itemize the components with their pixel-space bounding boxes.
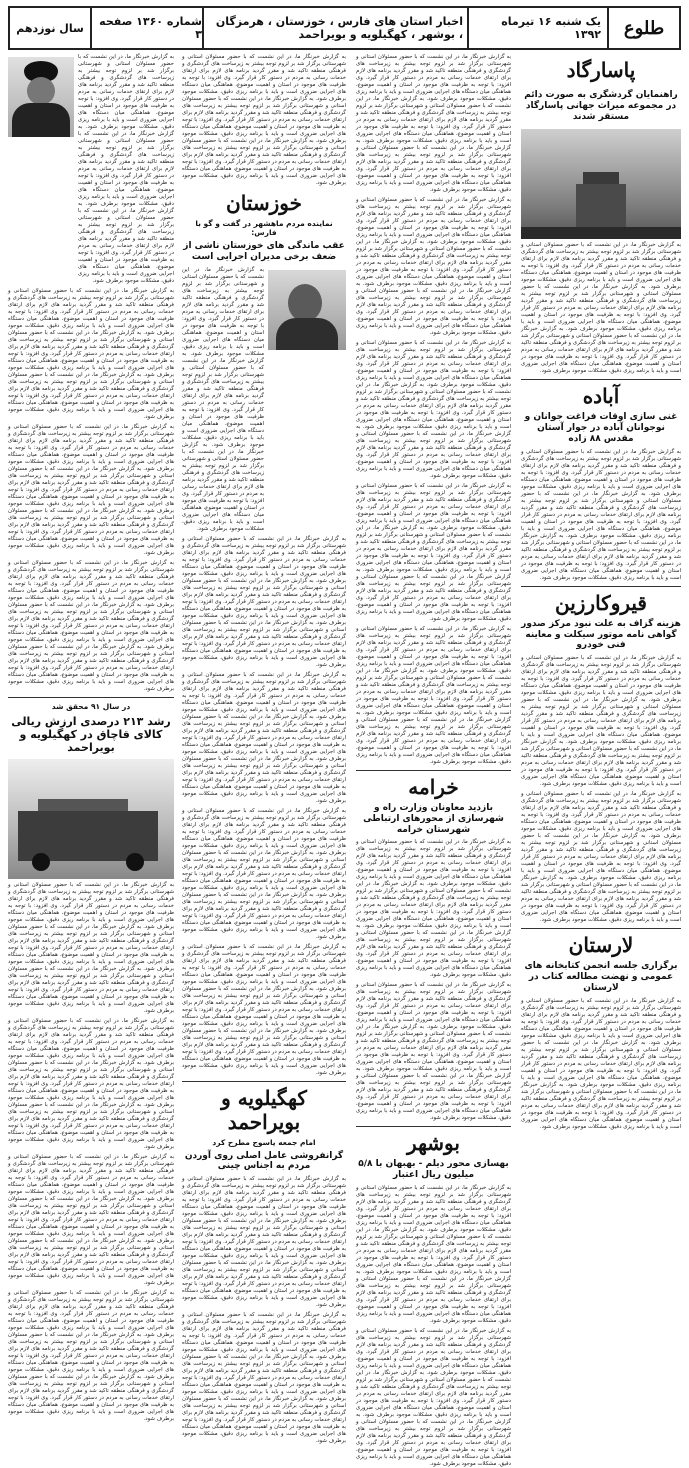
headline-kohgiluyeh: کهگیلویه و بویراحمد	[221, 1085, 307, 1134]
official-photo	[268, 270, 346, 350]
subhead-khuzestan: عقب ماندگی های خوزستان ناشی از ضعف برخی مدیران اجرایی است	[183, 241, 345, 262]
article-text: به گزارش خبرنگار ما، در این نشست که با حضور مسئولان استانی و شهرستانی برگزار شد بر لزوم توجه بیشتر به زیرساخت های گردشگری و فرهنگی منطقه تاکید شد و مقرر گردید برنامه های لازم برای ارتقای خدمات رسانی به مردم در دستور کار قرار گیرد. وی افزود: با توجه به ظرفیت های موجود در استان و اهمیت موضوع، هماهنگی میان دستگاه های اجرایی ضروری است و باید با برنامه ریزی دقیق، مشکلات موجود برطرف شود. به گزارش خبرنگار ما، در این نشست که با حضور مسئولان استانی و شهرستانی برگزار شد بر لزوم توجه بیشتر به زیرساخت های گردشگری و فرهنگی منطقه تاکید شد و مقرر گردید برنامه های لازم برای ارتقای خدمات رسانی به مردم در دستور کار قرار گیرد. وی افزود: با توجه به ظرفیت های موجود در استان و اهمیت موضوع، هماهنگی میان دستگاه های اجرایی ضروری است و باید با برنامه ریزی دقیق، مشکلات موجود برطرف شود. به گزارش خبرنگار ما، در این نشست که با حضور مسئولان استانی و شهرستانی برگزار شد بر لزوم توجه بیشتر به زیرساخت های گردشگری و فرهنگی منطقه تاکید شد و مقرر گردید برنامه های لازم برای ارتقای خدمات رسانی به مردم در دستور کار قرار گیرد. وی افزود: با توجه به ظرفیت های موجود در استان و اهمیت موضوع، هماهنگی میان دستگاه های اجرایی ضروری است و باید با برنامه ریزی دقیق، مشکلات موجود برطرف شود.	[521, 448, 681, 581]
article-text: به گزارش خبرنگار ما، در این نشست که با حضور مسئولان استانی و شهرستانی برگزار شد بر لزوم توجه بیشتر به زیرساخت های گردشگری و فرهنگی منطقه تاکید شد و مقرر گردید برنامه های لازم برای ارتقای خدمات رسانی به مردم در دستور کار قرار گیرد. وی افزود: با توجه به ظرفیت های موجود در استان و اهمیت موضوع، هماهنگی میان دستگاه های اجرایی ضروری است و باید با برنامه ریزی دقیق، مشکلات موجود برطرف شود. به گزارش خبرنگار ما، در این نشست که با حضور مسئولان استانی و شهرستانی برگزار شد بر لزوم توجه بیشتر به زیرساخت های گردشگری و فرهنگی منطقه تاکید شد و مقرر گردید برنامه های لازم برای ارتقای خدمات رسانی به مردم در دستور کار قرار گیرد. وی افزود: با توجه به ظرفیت های موجود در استان و اهمیت موضوع، هماهنگی میان دستگاه های اجرایی ضروری است و باید با برنامه ریزی دقیق، مشکلات موجود برطرف شود. به گزارش خبرنگار ما، در این نشست که با حضور مسئولان استانی و شهرستانی برگزار شد بر لزوم توجه بیشتر به زیرساخت های گردشگری و فرهنگی منطقه تاکید شد و مقرر گردید برنامه های لازم برای ارتقای خدمات رسانی به مردم در دستور کار قرار گیرد. وی افزود: با توجه به ظرفیت های موجود در استان و اهمیت موضوع، هماهنگی میان دستگاه های اجرایی ضروری است و باید با برنامه ریزی دقیق، مشکلات موجود برطرف شود.	[181, 1176, 346, 1309]
article-text: به گزارش خبرنگار ما، در این نشست که با حضور مسئولان استانی و شهرستانی برگزار شد بر لزوم توجه بیشتر به زیرساخت های گردشگری و فرهنگی منطقه تاکید شد و مقرر گردید برنامه های لازم برای ارتقای خدمات رسانی به مردم در دستور کار قرار گیرد. وی افزود: با توجه به ظرفیت های موجود در استان و اهمیت موضوع، هماهنگی میان دستگاه های اجرایی ضروری است و باید با برنامه ریزی دقیق، مشکلات موجود برطرف شود. به گزارش خبرنگار ما، در این نشست که با حضور مسئولان استانی و شهرستانی برگزار شد بر لزوم توجه بیشتر به زیرساخت های گردشگری و فرهنگی منطقه تاکید شد و مقرر گردید برنامه های لازم برای ارتقای خدمات رسانی به مردم در دستور کار قرار گیرد. وی افزود: با توجه به ظرفیت های موجود در استان و اهمیت موضوع، هماهنگی میان دستگاه های اجرایی ضروری است و باید با برنامه ریزی دقیق، مشکلات موجود برطرف شود. به گزارش خبرنگار ما، در این نشست که با حضور مسئولان استانی و شهرستانی برگزار شد بر لزوم توجه بیشتر به زیرساخت های گردشگری و فرهنگی منطقه تاکید شد و مقرر گردید برنامه های لازم برای ارتقای خدمات رسانی به مردم در دستور کار قرار گیرد. وی افزود: با توجه به ظرفیت های موجود در استان و اهمیت موضوع، هماهنگی میان دستگاه های اجرایی ضروری است و باید با برنامه ریزی دقیق، مشکلات موجود برطرف شود.	[8, 1153, 174, 1286]
column-4	[8, 54, 174, 1422]
article-text: به گزارش خبرنگار ما، در این نشست که با حضور مسئولان استانی و شهرستانی برگزار شد بر لزوم توجه بیشتر به زیرساخت های گردشگری و فرهنگی منطقه تاکید شد و مقرر گردید برنامه های لازم برای ارتقای خدمات رسانی به مردم در دستور کار قرار گیرد. وی افزود: با توجه به ظرفیت های موجود در استان و اهمیت موضوع، هماهنگی میان دستگاه های اجرایی ضروری است و باید با برنامه ریزی دقیق، مشکلات موجود برطرف شود. به گزارش خبرنگار ما، در این نشست که با حضور مسئولان استانی و شهرستانی برگزار شد بر لزوم توجه بیشتر به زیرساخت های گردشگری و فرهنگی منطقه تاکید شد و مقرر گردید برنامه های لازم برای ارتقای خدمات رسانی به مردم در دستور کار قرار گیرد. وی افزود: با توجه به ظرفیت های موجود در استان و اهمیت موضوع، هماهنگی میان دستگاه های اجرایی ضروری است و باید با برنامه ریزی دقیق، مشکلات موجود برطرف شود. به گزارش خبرنگار ما، در این نشست که با حضور مسئولان استانی و شهرستانی برگزار شد بر لزوم توجه بیشتر به زیرساخت های گردشگری و فرهنگی منطقه تاکید شد و مقرر گردید برنامه های لازم برای ارتقای خدمات رسانی به مردم در دستور کار قرار گیرد. وی افزود: با توجه به ظرفیت های موجود در استان و اهمیت موضوع، هماهنگی میان دستگاه های اجرایی ضروری است و باید با برنامه ریزی دقیق، مشکلات موجود برطرف شود.	[356, 982, 511, 1122]
article-text: به گزارش خبرنگار ما، در این نشست که با حضور مسئولان استانی و شهرستانی برگزار شد بر لزوم توجه بیشتر به زیرساخت های گردشگری و فرهنگی منطقه تاکید شد و مقرر گردید برنامه های لازم برای ارتقای خدمات رسانی به مردم در دستور کار قرار گیرد. وی افزود: با توجه به ظرفیت های موجود در استان و اهمیت موضوع، هماهنگی میان دستگاه های اجرایی ضروری است و باید با برنامه ریزی دقیق، مشکلات موجود برطرف شود. به گزارش خبرنگار ما، در این نشست که با حضور مسئولان استانی و شهرستانی برگزار شد بر لزوم توجه بیشتر به زیرساخت های گردشگری و فرهنگی منطقه تاکید شد و مقرر گردید برنامه های لازم برای ارتقای خدمات رسانی به مردم در دستور کار قرار گیرد. وی افزود: با توجه به ظرفیت های موجود در استان و اهمیت موضوع، هماهنگی میان دستگاه های اجرایی ضروری است و باید با برنامه ریزی دقیق، مشکلات موجود برطرف شود. به گزارش خبرنگار ما، در این نشست که با حضور مسئولان استانی و شهرستانی برگزار شد بر لزوم توجه بیشتر به زیرساخت های گردشگری و فرهنگی منطقه تاکید شد و مقرر گردید برنامه های لازم برای ارتقای خدمات رسانی به مردم در دستور کار قرار گیرد. وی افزود: با توجه به ظرفیت های موجود در استان و اهمیت موضوع، هماهنگی میان دستگاه های اجرایی ضروری است و باید با برنامه ریزی دقیق، مشکلات موجود برطرف شود.	[8, 424, 174, 556]
headline-bushehr: بوشهر	[407, 1131, 460, 1156]
subhead-kharameh: بازدید معاونان وزارت راه و شهرسازی از محورهای ارتباطی شهرستان خرامه	[363, 803, 504, 835]
article-text: به گزارش خبرنگار ما، در این نشست که با حضور مسئولان استانی و شهرستانی برگزار شد بر لزوم توجه بیشتر به زیرساخت های گردشگری و فرهنگی منطقه تاکید شد و مقرر گردید برنامه های لازم برای ارتقای خدمات رسانی به مردم در دستور کار قرار گیرد. وی افزود: با توجه به ظرفیت های موجود در استان و اهمیت موضوع، هماهنگی میان دستگاه های اجرایی ضروری است و باید با برنامه ریزی دقیق، مشکلات موجود برطرف شود. به گزارش خبرنگار ما، در این نشست که با حضور مسئولان استانی و شهرستانی برگزار شد بر لزوم توجه بیشتر به زیرساخت های گردشگری و فرهنگی منطقه تاکید شد و مقرر گردید برنامه های لازم برای ارتقای خدمات رسانی به مردم در دستور کار قرار گیرد. وی افزود: با توجه به ظرفیت های موجود در استان و اهمیت موضوع، هماهنگی میان دستگاه های اجرایی ضروری است و باید با برنامه ریزی دقیق، مشکلات موجود برطرف شود. به گزارش خبرنگار ما، در این نشست که با حضور مسئولان استانی و شهرستانی برگزار شد بر لزوم توجه بیشتر به زیرساخت های گردشگری و فرهنگی منطقه تاکید شد و مقرر گردید برنامه های لازم برای ارتقای خدمات رسانی به مردم در دستور کار قرار گیرد. وی افزود: با توجه به ظرفیت های موجود در استان و اهمیت موضوع، هماهنگی میان دستگاه های اجرایی ضروری است و باید با برنامه ریزی دقیق، مشکلات موجود برطرف شود.	[8, 1017, 174, 1150]
subhead-bushehr: بهسازی محور دیلم - بهبهان با ۵/۸ میلیون ریال اعتبار	[358, 1159, 509, 1181]
subhead-larestan: برگزاری جلسه انجمن کتابخانه های عمومی و نهضت مطالعه کتاب در لارستان	[524, 961, 678, 993]
article-text: به گزارش خبرنگار ما، در این نشست که با حضور مسئولان استانی و شهرستانی برگزار شد بر لزوم توجه بیشتر به زیرساخت های گردشگری و فرهنگی منطقه تاکید شد و مقرر گردید برنامه های لازم برای ارتقای خدمات رسانی به مردم در دستور کار قرار گیرد. وی افزود: با توجه به ظرفیت های موجود در استان و اهمیت موضوع، هماهنگی میان دستگاه های اجرایی ضروری است و باید با برنامه ریزی دقیق، مشکلات موجود برطرف شود. به گزارش خبرنگار ما، در این نشست که با حضور مسئولان استانی و شهرستانی برگزار شد بر لزوم توجه بیشتر به زیرساخت های گردشگری و فرهنگی منطقه تاکید شد و مقرر گردید برنامه های لازم برای ارتقای خدمات رسانی به مردم در دستور کار قرار گیرد. وی افزود: با توجه به ظرفیت های موجود در استان و اهمیت موضوع، هماهنگی میان دستگاه های اجرایی ضروری است و باید با برنامه ریزی دقیق، مشکلات موجود برطرف شود. به گزارش خبرنگار ما، در این نشست که با حضور مسئولان استانی و شهرستانی برگزار شد بر لزوم توجه بیشتر به زیرساخت های گردشگری و فرهنگی منطقه تاکید شد و مقرر گردید برنامه های لازم برای ارتقای خدمات رسانی به مردم در دستور کار قرار گیرد. وی افزود: با توجه به ظرفیت های موجود در استان و اهمیت موضوع، هماهنگی میان دستگاه های اجرایی ضروری است و باید با برنامه ریزی دقیق، مشکلات موجود برطرف شود.	[181, 54, 346, 186]
article-text: به گزارش خبرنگار ما، در این نشست که با حضور مسئولان استانی و شهرستانی برگزار شد بر لزوم توجه بیشتر به زیرساخت های گردشگری و فرهنگی منطقه تاکید شد و مقرر گردید برنامه های لازم برای ارتقای خدمات رسانی به مردم در دستور کار قرار گیرد. وی افزود: با توجه به ظرفیت های موجود در استان و اهمیت موضوع، هماهنگی میان دستگاه های اجرایی ضروری است و باید با برنامه ریزی دقیق، مشکلات موجود برطرف شود. به گزارش خبرنگار ما، در این نشست که با حضور مسئولان استانی و شهرستانی برگزار شد بر لزوم توجه بیشتر به زیرساخت های گردشگری و فرهنگی منطقه تاکید شد و مقرر گردید برنامه های لازم برای ارتقای خدمات رسانی به مردم در دستور کار قرار گیرد. وی افزود: با توجه به ظرفیت های موجود در استان و اهمیت موضوع، هماهنگی میان دستگاه های اجرایی ضروری است و باید با برنامه ریزی دقیق، مشکلات موجود برطرف شود. به گزارش خبرنگار ما، در این نشست که با حضور مسئولان استانی و شهرستانی برگزار شد بر لزوم توجه بیشتر به زیرساخت های گردشگری و فرهنگی منطقه تاکید شد و مقرر گردید برنامه های لازم برای ارتقای خدمات رسانی به مردم در دستور کار قرار گیرد. وی افزود: با توجه به ظرفیت های موجود در استان و اهمیت موضوع، هماهنگی میان دستگاه های اجرایی ضروری است و باید با برنامه ریزی دقیق، مشکلات موجود برطرف شود.	[8, 288, 174, 420]
subhead-kohgiluyeh: گرانفروشی عامل اصلی روی آوردن مردم به اجناس چینی	[184, 1150, 344, 1172]
headline-khuzestan: خوزستان	[226, 191, 302, 215]
article-text: به گزارش خبرنگار ما، در این نشست که با حضور مسئولان استانی و شهرستانی برگزار شد بر لزوم توجه بیشتر به زیرساخت های گردشگری و فرهنگی منطقه تاکید شد و مقرر گردید برنامه های لازم برای ارتقای خدمات رسانی به مردم در دستور کار قرار گیرد. وی افزود: با توجه به ظرفیت های موجود در استان و اهمیت موضوع، هماهنگی میان دستگاه های اجرایی ضروری است و باید با برنامه ریزی دقیق، مشکلات موجود برطرف شود. به گزارش خبرنگار ما، در این نشست که با حضور مسئولان استانی و شهرستانی برگزار شد بر لزوم توجه بیشتر به زیرساخت های گردشگری و فرهنگی منطقه تاکید شد و مقرر گردید برنامه های لازم برای ارتقای خدمات رسانی به مردم در دستور کار قرار گیرد. وی افزود: با توجه به ظرفیت های موجود در استان و اهمیت موضوع، هماهنگی میان دستگاه های اجرایی ضروری است و باید با برنامه ریزی دقیق، مشکلات موجود برطرف شود. به گزارش خبرنگار ما، در این نشست که با حضور مسئولان استانی و شهرستانی برگزار شد بر لزوم توجه بیشتر به زیرساخت های گردشگری و فرهنگی منطقه تاکید شد و مقرر گردید برنامه های لازم برای ارتقای خدمات رسانی به مردم در دستور کار قرار گیرد. وی افزود: با توجه به ظرفیت های موجود در استان و اهمیت موضوع، هماهنگی میان دستگاه های اجرایی ضروری است و باید با برنامه ریزی دقیق، مشکلات موجود برطرف شود.	[356, 483, 511, 622]
article-text: به گزارش خبرنگار ما، در این نشست که با حضور مسئولان استانی و شهرستانی برگزار شد بر لزوم توجه بیشتر به زیرساخت های گردشگری و فرهنگی منطقه تاکید شد و مقرر گردید برنامه های لازم برای ارتقای خدمات رسانی به مردم در دستور کار قرار گیرد. وی افزود: با توجه به ظرفیت های موجود در استان و اهمیت موضوع، هماهنگی میان دستگاه های اجرایی ضروری است و باید با برنامه ریزی دقیق، مشکلات موجود برطرف شود. به گزارش خبرنگار ما، در این نشست که با حضور مسئولان استانی و شهرستانی برگزار شد بر لزوم توجه بیشتر به زیرساخت های گردشگری و فرهنگی منطقه تاکید شد و مقرر گردید برنامه های لازم برای ارتقای خدمات رسانی به مردم در دستور کار قرار گیرد. وی افزود: با توجه به ظرفیت های موجود در استان و اهمیت موضوع، هماهنگی میان دستگاه های اجرایی ضروری است و باید با برنامه ریزی دقیق، مشکلات موجود برطرف شود. به گزارش خبرنگار ما، در این نشست که با حضور مسئولان استانی و شهرستانی برگزار شد بر لزوم توجه بیشتر به زیرساخت های گردشگری و فرهنگی منطقه تاکید شد و مقرر گردید برنامه های لازم برای ارتقای خدمات رسانی به مردم در دستور کار قرار گیرد. وی افزود: با توجه به ظرفیت های موجود در استان و اهمیت موضوع، هماهنگی میان دستگاه های اجرایی ضروری است و باید با برنامه ریزی دقیق، مشکلات موجود برطرف شود.	[8, 1289, 174, 1422]
article-text: به گزارش خبرنگار ما، در این نشست که با حضور مسئولان استانی و شهرستانی برگزار شد بر لزوم توجه بیشتر به زیرساخت های گردشگری و فرهنگی منطقه تاکید شد و مقرر گردید برنامه های لازم برای ارتقای خدمات رسانی به مردم در دستور کار قرار گیرد. وی افزود: با توجه به ظرفیت های موجود در استان و اهمیت موضوع، هماهنگی میان دستگاه های اجرایی ضروری است و باید با برنامه ریزی دقیق، مشکلات موجود برطرف شود. به گزارش خبرنگار ما، در این نشست که با حضور مسئولان استانی و شهرستانی برگزار شد بر لزوم توجه بیشتر به زیرساخت های گردشگری و فرهنگی منطقه تاکید شد و مقرر گردید برنامه های لازم برای ارتقای خدمات رسانی به مردم در دستور کار قرار گیرد. وی افزود: با توجه به ظرفیت های موجود در استان و اهمیت موضوع، هماهنگی میان دستگاه های اجرایی ضروری است و باید با برنامه ریزی دقیق، مشکلات موجود برطرف شود. به گزارش خبرنگار ما، در این نشست که با حضور مسئولان استانی و شهرستانی برگزار شد بر لزوم توجه بیشتر به زیرساخت های گردشگری و فرهنگی منطقه تاکید شد و مقرر گردید برنامه های لازم برای ارتقای خدمات رسانی به مردم در دستور کار قرار گیرد. وی افزود: با توجه به ظرفیت های موجود در استان و اهمیت موضوع، هماهنگی میان دستگاه های اجرایی ضروری است و باید با برنامه ریزی دقیق، مشکلات موجود برطرف شود.	[78, 54, 174, 284]
article-text: به گزارش خبرنگار ما، در این نشست که با حضور مسئولان استانی و شهرستانی برگزار شد بر لزوم توجه بیشتر به زیرساخت های گردشگری و فرهنگی منطقه تاکید شد و مقرر گردید برنامه های لازم برای ارتقای خدمات رسانی به مردم در دستور کار قرار گیرد. وی افزود: با توجه به ظرفیت های موجود در استان و اهمیت موضوع، هماهنگی میان دستگاه های اجرایی ضروری است و باید با برنامه ریزی دقیق، مشکلات موجود برطرف شود. به گزارش خبرنگار ما، در این نشست که با حضور مسئولان استانی و شهرستانی برگزار شد بر لزوم توجه بیشتر به زیرساخت های گردشگری و فرهنگی منطقه تاکید شد و مقرر گردید برنامه های لازم برای ارتقای خدمات رسانی به مردم در دستور کار قرار گیرد. وی افزود: با توجه به ظرفیت های موجود در استان و اهمیت موضوع، هماهنگی میان دستگاه های اجرایی ضروری است و باید با برنامه ریزی دقیق، مشکلات موجود برطرف شود. به گزارش خبرنگار ما، در این نشست که با حضور مسئولان استانی و شهرستانی برگزار شد بر لزوم توجه بیشتر به زیرساخت های گردشگری و فرهنگی منطقه تاکید شد و مقرر گردید برنامه های لازم برای ارتقای خدمات رسانی به مردم در دستور کار قرار گیرد. وی افزود: با توجه به ظرفیت های موجود در استان و اهمیت موضوع، هماهنگی میان دستگاه های اجرایی ضروری است و باید با برنامه ریزی دقیق، مشکلات موجود برطرف شود.	[356, 1327, 511, 1467]
article-text: به گزارش خبرنگار ما، در این نشست که با حضور مسئولان استانی و شهرستانی برگزار شد بر لزوم توجه بیشتر به زیرساخت های گردشگری و فرهنگی منطقه تاکید شد و مقرر گردید برنامه های لازم برای ارتقای خدمات رسانی به مردم در دستور کار قرار گیرد. وی افزود: با توجه به ظرفیت های موجود در استان و اهمیت موضوع، هماهنگی میان دستگاه های اجرایی ضروری است و باید با برنامه ریزی دقیق، مشکلات موجود برطرف شود. به گزارش خبرنگار ما، در این نشست که با حضور مسئولان استانی و شهرستانی برگزار شد بر لزوم توجه بیشتر به زیرساخت های گردشگری و فرهنگی منطقه تاکید شد و مقرر گردید برنامه های لازم برای ارتقای خدمات رسانی به مردم در دستور کار قرار گیرد. وی افزود: با توجه به ظرفیت های موجود در استان و اهمیت موضوع، هماهنگی میان دستگاه های اجرایی ضروری است و باید با برنامه ریزی دقیق، مشکلات موجود برطرف شود. به گزارش خبرنگار ما، در این نشست که با حضور مسئولان استانی و شهرستانی برگزار شد بر لزوم توجه بیشتر به زیرساخت های گردشگری و فرهنگی منطقه تاکید شد و مقرر گردید برنامه های لازم برای ارتقای خدمات رسانی به مردم در دستور کار قرار گیرد. وی افزود: با توجه به ظرفیت های موجود در استان و اهمیت موضوع، هماهنگی میان دستگاه های اجرایی ضروری است و باید با برنامه ریزی دقیق، مشکلات موجود برطرف شود.	[181, 535, 346, 668]
headline-larestan: لارستان	[568, 933, 634, 958]
column-2	[356, 54, 511, 1467]
article-text: به گزارش خبرنگار ما، در این نشست که با حضور مسئولان استانی و شهرستانی برگزار شد بر لزوم توجه بیشتر به زیرساخت های گردشگری و فرهنگی منطقه تاکید شد و مقرر گردید برنامه های لازم برای ارتقای خدمات رسانی به مردم در دستور کار قرار گیرد. وی افزود: با توجه به ظرفیت های موجود در استان و اهمیت موضوع، هماهنگی میان دستگاه های اجرایی ضروری است و باید با برنامه ریزی دقیق، مشکلات موجود برطرف شود. به گزارش خبرنگار ما، در این نشست که با حضور مسئولان استانی و شهرستانی برگزار شد بر لزوم توجه بیشتر به زیرساخت های گردشگری و فرهنگی منطقه تاکید شد و مقرر گردید برنامه های لازم برای ارتقای خدمات رسانی به مردم در دستور کار قرار گیرد. وی افزود: با توجه به ظرفیت های موجود در استان و اهمیت موضوع، هماهنگی میان دستگاه های اجرایی ضروری است و باید با برنامه ریزی دقیق، مشکلات موجود برطرف شود. به گزارش خبرنگار ما، در این نشست که با حضور مسئولان استانی و شهرستانی برگزار شد بر لزوم توجه بیشتر به زیرساخت های گردشگری و فرهنگی منطقه تاکید شد و مقرر گردید برنامه های لازم برای ارتقای خدمات رسانی به مردم در دستور کار قرار گیرد. وی افزود: با توجه به ظرفیت های موجود در استان و اهمیت موضوع، هماهنگی میان دستگاه های اجرایی ضروری است و باید با برنامه ریزی دقیق، مشکلات موجود برطرف شود.	[521, 655, 681, 788]
article-text: به گزارش خبرنگار ما، در این نشست که با حضور مسئولان استانی و شهرستانی برگزار شد بر لزوم توجه بیشتر به زیرساخت های گردشگری و فرهنگی منطقه تاکید شد و مقرر گردید برنامه های لازم برای ارتقای خدمات رسانی به مردم در دستور کار قرار گیرد. وی افزود: با توجه به ظرفیت های موجود در استان و اهمیت موضوع، هماهنگی میان دستگاه های اجرایی ضروری است و باید با برنامه ریزی دقیق، مشکلات موجود برطرف شود. به گزارش خبرنگار ما، در این نشست که با حضور مسئولان استانی و شهرستانی برگزار شد بر لزوم توجه بیشتر به زیرساخت های گردشگری و فرهنگی منطقه تاکید شد و مقرر گردید برنامه های لازم برای ارتقای خدمات رسانی به مردم در دستور کار قرار گیرد. وی افزود: با توجه به ظرفیت های موجود در استان و اهمیت موضوع، هماهنگی میان دستگاه های اجرایی ضروری است و باید با برنامه ریزی دقیق، مشکلات موجود برطرف شود. به گزارش خبرنگار ما، در این نشست که با حضور مسئولان استانی و شهرستانی برگزار شد بر لزوم توجه بیشتر به زیرساخت های گردشگری و فرهنگی منطقه تاکید شد و مقرر گردید برنامه های لازم برای ارتقای خدمات رسانی به مردم در دستور کار قرار گیرد. وی افزود: با توجه به ظرفیت های موجود در استان و اهمیت موضوع، هماهنگی میان دستگاه های اجرایی ضروری است و باید با برنامه ریزی دقیق، مشکلات موجود برطرف شود.	[356, 54, 511, 193]
headline-pasargad: پاسارگاد	[566, 58, 636, 82]
newspaper-logo: طلوع	[607, 8, 679, 48]
subhead-qirokarzin: هزینه گزاف به علت نبود مرکز صدور گواهی نامه موتور سیکلت و معاینه فنی خودرو	[521, 618, 681, 651]
issue-date: یک شنبه ۱۶ تیرماه ۱۳۹۲	[467, 8, 607, 48]
article-text: به گزارش خبرنگار ما، در این نشست که با حضور مسئولان استانی و شهرستانی برگزار شد بر لزوم توجه بیشتر به زیرساخت های گردشگری و فرهنگی منطقه تاکید شد و مقرر گردید برنامه های لازم برای ارتقای خدمات رسانی به مردم در دستور کار قرار گیرد. وی افزود: با توجه به ظرفیت های موجود در استان و اهمیت موضوع، هماهنگی میان دستگاه های اجرایی ضروری است و باید با برنامه ریزی دقیق، مشکلات موجود برطرف شود. به گزارش خبرنگار ما، در این نشست که با حضور مسئولان استانی و شهرستانی برگزار شد بر لزوم توجه بیشتر به زیرساخت های گردشگری و فرهنگی منطقه تاکید شد و مقرر گردید برنامه های لازم برای ارتقای خدمات رسانی به مردم در دستور کار قرار گیرد. وی افزود: با توجه به ظرفیت های موجود در استان و اهمیت موضوع، هماهنگی میان دستگاه های اجرایی ضروری است و باید با برنامه ریزی دقیق، مشکلات موجود برطرف شود. به گزارش خبرنگار ما، در این نشست که با حضور مسئولان استانی و شهرستانی برگزار شد بر لزوم توجه بیشتر به زیرساخت های گردشگری و فرهنگی منطقه تاکید شد و مقرر گردید برنامه های لازم برای ارتقای خدمات رسانی به مردم در دستور کار قرار گیرد. وی افزود: با توجه به ظرفیت های موجود در استان و اهمیت موضوع، هماهنگی میان دستگاه های اجرایی ضروری است و باید با برنامه ریزی دقیق، مشکلات موجود برطرف شود.	[356, 626, 511, 765]
pasargad-photo	[521, 129, 681, 239]
article-text: به گزارش خبرنگار ما، در این نشست که با حضور مسئولان استانی و شهرستانی برگزار شد بر لزوم توجه بیشتر به زیرساخت های گردشگری و فرهنگی منطقه تاکید شد و مقرر گردید برنامه های لازم برای ارتقای خدمات رسانی به مردم در دستور کار قرار گیرد. وی افزود: با توجه به ظرفیت های موجود در استان و اهمیت موضوع، هماهنگی میان دستگاه های اجرایی ضروری است و باید با برنامه ریزی دقیق، مشکلات موجود برطرف شود. به گزارش خبرنگار ما، در این نشست که با حضور مسئولان استانی و شهرستانی برگزار شد بر لزوم توجه بیشتر به زیرساخت های گردشگری و فرهنگی منطقه تاکید شد و مقرر گردید برنامه های لازم برای ارتقای خدمات رسانی به مردم در دستور کار قرار گیرد. وی افزود: با توجه به ظرفیت های موجود در استان و اهمیت موضوع، هماهنگی میان دستگاه های اجرایی ضروری است و باید با برنامه ریزی دقیق، مشکلات موجود برطرف شود. به گزارش خبرنگار ما، در این نشست که با حضور مسئولان استانی و شهرستانی برگزار شد بر لزوم توجه بیشتر به زیرساخت های گردشگری و فرهنگی منطقه تاکید شد و مقرر گردید برنامه های لازم برای ارتقای خدمات رسانی به مردم در دستور کار قرار گیرد. وی افزود: با توجه به ظرفیت های موجود در استان و اهمیت موضوع، هماهنگی میان دستگاه های اجرایی ضروری است و باید با برنامه ریزی دقیق، مشکلات موجود برطرف شود.	[356, 197, 511, 336]
article-text: به گزارش خبرنگار ما، در این نشست که با حضور مسئولان استانی و شهرستانی برگزار شد بر لزوم توجه بیشتر به زیرساخت های گردشگری و فرهنگی منطقه تاکید شد و مقرر گردید برنامه های لازم برای ارتقای خدمات رسانی به مردم در دستور کار قرار گیرد. وی افزود: با توجه به ظرفیت های موجود در استان و اهمیت موضوع، هماهنگی میان دستگاه های اجرایی ضروری است و باید با برنامه ریزی دقیق، مشکلات موجود برطرف شود. به گزارش خبرنگار ما، در این نشست که با حضور مسئولان استانی و شهرستانی برگزار شد بر لزوم توجه بیشتر به زیرساخت های گردشگری و فرهنگی منطقه تاکید شد و مقرر گردید برنامه های لازم برای ارتقای خدمات رسانی به مردم در دستور کار قرار گیرد. وی افزود: با توجه به ظرفیت های موجود در استان و اهمیت موضوع، هماهنگی میان دستگاه های اجرایی ضروری است و باید با برنامه ریزی دقیق، مشکلات موجود برطرف شود. به گزارش خبرنگار ما، در این نشست که با حضور مسئولان استانی و شهرستانی برگزار شد بر لزوم توجه بیشتر به زیرساخت های گردشگری و فرهنگی منطقه تاکید شد و مقرر گردید برنامه های لازم برای ارتقای خدمات رسانی به مردم در دستور کار قرار گیرد. وی افزود: با توجه به ظرفیت های موجود در استان و اهمیت موضوع، هماهنگی میان دستگاه های اجرایی ضروری است و باید با برنامه ریزی دقیق، مشکلات موجود برطرف شود.	[182, 266, 264, 532]
headline-qirokarzin: قیروکارزین	[554, 590, 647, 615]
article-text: به گزارش خبرنگار ما، در این نشست که با حضور مسئولان استانی و شهرستانی برگزار شد بر لزوم توجه بیشتر به زیرساخت های گردشگری و فرهنگی منطقه تاکید شد و مقرر گردید برنامه های لازم برای ارتقای خدمات رسانی به مردم در دستور کار قرار گیرد. وی افزود: با توجه به ظرفیت های موجود در استان و اهمیت موضوع، هماهنگی میان دستگاه های اجرایی ضروری است و باید با برنامه ریزی دقیق، مشکلات موجود برطرف شود. به گزارش خبرنگار ما، در این نشست که با حضور مسئولان استانی و شهرستانی برگزار شد بر لزوم توجه بیشتر به زیرساخت های گردشگری و فرهنگی منطقه تاکید شد و مقرر گردید برنامه های لازم برای ارتقای خدمات رسانی به مردم در دستور کار قرار گیرد. وی افزود: با توجه به ظرفیت های موجود در استان و اهمیت موضوع، هماهنگی میان دستگاه های اجرایی ضروری است و باید با برنامه ریزی دقیق، مشکلات موجود برطرف شود. به گزارش خبرنگار ما، در این نشست که با حضور مسئولان استانی و شهرستانی برگزار شد بر لزوم توجه بیشتر به زیرساخت های گردشگری و فرهنگی منطقه تاکید شد و مقرر گردید برنامه های لازم برای ارتقای خدمات رسانی به مردم در دستور کار قرار گیرد. وی افزود: با توجه به ظرفیت های موجود در استان و اهمیت موضوع، هماهنگی میان دستگاه های اجرایی ضروری است و باید با برنامه ریزی دقیق، مشکلات موجود برطرف شود.	[521, 791, 681, 924]
section-title: اخبار استان های فارس ، خوزستان ، هرمزگان ، بوشهر ، کهگیلویه و بویراحمد	[202, 8, 467, 48]
article-text: به گزارش خبرنگار ما، در این نشست که با حضور مسئولان استانی و شهرستانی برگزار شد بر لزوم توجه بیشتر به زیرساخت های گردشگری و فرهنگی منطقه تاکید شد و مقرر گردید برنامه های لازم برای ارتقای خدمات رسانی به مردم در دستور کار قرار گیرد. وی افزود: با توجه به ظرفیت های موجود در استان و اهمیت موضوع، هماهنگی میان دستگاه های اجرایی ضروری است و باید با برنامه ریزی دقیق، مشکلات موجود برطرف شود. به گزارش خبرنگار ما، در این نشست که با حضور مسئولان استانی و شهرستانی برگزار شد بر لزوم توجه بیشتر به زیرساخت های گردشگری و فرهنگی منطقه تاکید شد و مقرر گردید برنامه های لازم برای ارتقای خدمات رسانی به مردم در دستور کار قرار گیرد. وی افزود: با توجه به ظرفیت های موجود در استان و اهمیت موضوع، هماهنگی میان دستگاه های اجرایی ضروری است و باید با برنامه ریزی دقیق، مشکلات موجود برطرف شود. به گزارش خبرنگار ما، در این نشست که با حضور مسئولان استانی و شهرستانی برگزار شد بر لزوم توجه بیشتر به زیرساخت های گردشگری و فرهنگی منطقه تاکید شد و مقرر گردید برنامه های لازم برای ارتقای خدمات رسانی به مردم در دستور کار قرار گیرد. وی افزود: با توجه به ظرفیت های موجود در استان و اهمیت موضوع، هماهنگی میان دستگاه های اجرایی ضروری است و باید با برنامه ریزی دقیق، مشکلات موجود برطرف شود.	[356, 839, 511, 979]
headline-smuggling: رشد ۲۱۳ درصدی ارزش ریالی کالای قاچاق در کهگیلویه و بویراحمد	[11, 715, 171, 755]
article-text: به گزارش خبرنگار ما، در این نشست که با حضور مسئولان استانی و شهرستانی برگزار شد بر لزوم توجه بیشتر به زیرساخت های گردشگری و فرهنگی منطقه تاکید شد و مقرر گردید برنامه های لازم برای ارتقای خدمات رسانی به مردم در دستور کار قرار گیرد. وی افزود: با توجه به ظرفیت های موجود در استان و اهمیت موضوع، هماهنگی میان دستگاه های اجرایی ضروری است و باید با برنامه ریزی دقیق، مشکلات موجود برطرف شود. به گزارش خبرنگار ما، در این نشست که با حضور مسئولان استانی و شهرستانی برگزار شد بر لزوم توجه بیشتر به زیرساخت های گردشگری و فرهنگی منطقه تاکید شد و مقرر گردید برنامه های لازم برای ارتقای خدمات رسانی به مردم در دستور کار قرار گیرد. وی افزود: با توجه به ظرفیت های موجود در استان و اهمیت موضوع، هماهنگی میان دستگاه های اجرایی ضروری است و باید با برنامه ریزی دقیق، مشکلات موجود برطرف شود. به گزارش خبرنگار ما، در این نشست که با حضور مسئولان استانی و شهرستانی برگزار شد بر لزوم توجه بیشتر به زیرساخت های گردشگری و فرهنگی منطقه تاکید شد و مقرر گردید برنامه های لازم برای ارتقای خدمات رسانی به مردم در دستور کار قرار گیرد. وی افزود: با توجه به ظرفیت های موجود در استان و اهمیت موضوع، هماهنگی میان دستگاه های اجرایی ضروری است و باید با برنامه ریزی دقیق، مشکلات موجود برطرف شود.	[181, 807, 346, 940]
kicker-khuzestan: نماینده مردم ماهشهر در گفت و گو با فارس:	[195, 219, 333, 237]
issue-number: شماره ۱۳۶۰ صفحه ۳	[90, 8, 202, 48]
article-text: به گزارش خبرنگار ما، در این نشست که با حضور مسئولان استانی و شهرستانی برگزار شد بر لزوم توجه بیشتر به زیرساخت های گردشگری و فرهنگی منطقه تاکید شد و مقرر گردید برنامه های لازم برای ارتقای خدمات رسانی به مردم در دستور کار قرار گیرد. وی افزود: با توجه به ظرفیت های موجود در استان و اهمیت موضوع، هماهنگی میان دستگاه های اجرایی ضروری است و باید با برنامه ریزی دقیق، مشکلات موجود برطرف شود. به گزارش خبرنگار ما، در این نشست که با حضور مسئولان استانی و شهرستانی برگزار شد بر لزوم توجه بیشتر به زیرساخت های گردشگری و فرهنگی منطقه تاکید شد و مقرر گردید برنامه های لازم برای ارتقای خدمات رسانی به مردم در دستور کار قرار گیرد. وی افزود: با توجه به ظرفیت های موجود در استان و اهمیت موضوع، هماهنگی میان دستگاه های اجرایی ضروری است و باید با برنامه ریزی دقیق، مشکلات موجود برطرف شود. به گزارش خبرنگار ما، در این نشست که با حضور مسئولان استانی و شهرستانی برگزار شد بر لزوم توجه بیشتر به زیرساخت های گردشگری و فرهنگی منطقه تاکید شد و مقرر گردید برنامه های لازم برای ارتقای خدمات رسانی به مردم در دستور کار قرار گیرد. وی افزود: با توجه به ظرفیت های موجود در استان و اهمیت موضوع، هماهنگی میان دستگاه های اجرایی ضروری است و باید با برنامه ریزی دقیق، مشکلات موجود برطرف شود.	[181, 671, 346, 804]
article-text: به گزارش خبرنگار ما، در این نشست که با حضور مسئولان استانی و شهرستانی برگزار شد بر لزوم توجه بیشتر به زیرساخت های گردشگری و فرهنگی منطقه تاکید شد و مقرر گردید برنامه های لازم برای ارتقای خدمات رسانی به مردم در دستور کار قرار گیرد. وی افزود: با توجه به ظرفیت های موجود در استان و اهمیت موضوع، هماهنگی میان دستگاه های اجرایی ضروری است و باید با برنامه ریزی دقیق، مشکلات موجود برطرف شود. به گزارش خبرنگار ما، در این نشست که با حضور مسئولان استانی و شهرستانی برگزار شد بر لزوم توجه بیشتر به زیرساخت های گردشگری و فرهنگی منطقه تاکید شد و مقرر گردید برنامه های لازم برای ارتقای خدمات رسانی به مردم در دستور کار قرار گیرد. وی افزود: با توجه به ظرفیت های موجود در استان و اهمیت موضوع، هماهنگی میان دستگاه های اجرایی ضروری است و باید با برنامه ریزی دقیق، مشکلات موجود برطرف شود. به گزارش خبرنگار ما، در این نشست که با حضور مسئولان استانی و شهرستانی برگزار شد بر لزوم توجه بیشتر به زیرساخت های گردشگری و فرهنگی منطقه تاکید شد و مقرر گردید برنامه های لازم برای ارتقای خدمات رسانی به مردم در دستور کار قرار گیرد. وی افزود: با توجه به ظرفیت های موجود در استان و اهمیت موضوع، هماهنگی میان دستگاه های اجرایی ضروری است و باید با برنامه ریزی دقیق، مشکلات موجود برطرف شود.	[8, 560, 174, 692]
kicker-kohgiluyeh: امام جمعه یاسوج مطرح کرد	[212, 1137, 316, 1147]
article-text: به گزارش خبرنگار ما، در این نشست که با حضور مسئولان استانی و شهرستانی برگزار شد بر لزوم توجه بیشتر به زیرساخت های گردشگری و فرهنگی منطقه تاکید شد و مقرر گردید برنامه های لازم برای ارتقای خدمات رسانی به مردم در دستور کار قرار گیرد. وی افزود: با توجه به ظرفیت های موجود در استان و اهمیت موضوع، هماهنگی میان دستگاه های اجرایی ضروری است و باید با برنامه ریزی دقیق، مشکلات موجود برطرف شود. به گزارش خبرنگار ما، در این نشست که با حضور مسئولان استانی و شهرستانی برگزار شد بر لزوم توجه بیشتر به زیرساخت های گردشگری و فرهنگی منطقه تاکید شد و مقرر گردید برنامه های لازم برای ارتقای خدمات رسانی به مردم در دستور کار قرار گیرد. وی افزود: با توجه به ظرفیت های موجود در استان و اهمیت موضوع، هماهنگی میان دستگاه های اجرایی ضروری است و باید با برنامه ریزی دقیق، مشکلات موجود برطرف شود. به گزارش خبرنگار ما، در این نشست که با حضور مسئولان استانی و شهرستانی برگزار شد بر لزوم توجه بیشتر به زیرساخت های گردشگری و فرهنگی منطقه تاکید شد و مقرر گردید برنامه های لازم برای ارتقای خدمات رسانی به مردم در دستور کار قرار گیرد. وی افزود: با توجه به ظرفیت های موجود در استان و اهمیت موضوع، هماهنگی میان دستگاه های اجرایی ضروری است و باید با برنامه ریزی دقیق، مشکلات موجود برطرف شود.	[181, 1312, 346, 1445]
headline-kharameh: خرامه	[408, 775, 459, 799]
smuggled-goods-photo	[8, 759, 174, 879]
column-1	[521, 54, 681, 1130]
article-text: به گزارش خبرنگار ما، در این نشست که با حضور مسئولان استانی و شهرستانی برگزار شد بر لزوم توجه بیشتر به زیرساخت های گردشگری و فرهنگی منطقه تاکید شد و مقرر گردید برنامه های لازم برای ارتقای خدمات رسانی به مردم در دستور کار قرار گیرد. وی افزود: با توجه به ظرفیت های موجود در استان و اهمیت موضوع، هماهنگی میان دستگاه های اجرایی ضروری است و باید با برنامه ریزی دقیق، مشکلات موجود برطرف شود. به گزارش خبرنگار ما، در این نشست که با حضور مسئولان استانی و شهرستانی برگزار شد بر لزوم توجه بیشتر به زیرساخت های گردشگری و فرهنگی منطقه تاکید شد و مقرر گردید برنامه های لازم برای ارتقای خدمات رسانی به مردم در دستور کار قرار گیرد. وی افزود: با توجه به ظرفیت های موجود در استان و اهمیت موضوع، هماهنگی میان دستگاه های اجرایی ضروری است و باید با برنامه ریزی دقیق، مشکلات موجود برطرف شود. به گزارش خبرنگار ما، در این نشست که با حضور مسئولان استانی و شهرستانی برگزار شد بر لزوم توجه بیشتر به زیرساخت های گردشگری و فرهنگی منطقه تاکید شد و مقرر گردید برنامه های لازم برای ارتقای خدمات رسانی به مردم در دستور کار قرار گیرد. وی افزود: با توجه به ظرفیت های موجود در استان و اهمیت موضوع، هماهنگی میان دستگاه های اجرایی ضروری است و باید با برنامه ریزی دقیق، مشکلات موجود برطرف شود.	[181, 943, 346, 1076]
article-text: به گزارش خبرنگار ما، در این نشست که با حضور مسئولان استانی و شهرستانی برگزار شد بر لزوم توجه بیشتر به زیرساخت های گردشگری و فرهنگی منطقه تاکید شد و مقرر گردید برنامه های لازم برای ارتقای خدمات رسانی به مردم در دستور کار قرار گیرد. وی افزود: با توجه به ظرفیت های موجود در استان و اهمیت موضوع، هماهنگی میان دستگاه های اجرایی ضروری است و باید با برنامه ریزی دقیق، مشکلات موجود برطرف شود. به گزارش خبرنگار ما، در این نشست که با حضور مسئولان استانی و شهرستانی برگزار شد بر لزوم توجه بیشتر به زیرساخت های گردشگری و فرهنگی منطقه تاکید شد و مقرر گردید برنامه های لازم برای ارتقای خدمات رسانی به مردم در دستور کار قرار گیرد. وی افزود: با توجه به ظرفیت های موجود در استان و اهمیت موضوع، هماهنگی میان دستگاه های اجرایی ضروری است و باید با برنامه ریزی دقیق، مشکلات موجود برطرف شود. به گزارش خبرنگار ما، در این نشست که با حضور مسئولان استانی و شهرستانی برگزار شد بر لزوم توجه بیشتر به زیرساخت های گردشگری و فرهنگی منطقه تاکید شد و مقرر گردید برنامه های لازم برای ارتقای خدمات رسانی به مردم در دستور کار قرار گیرد. وی افزود: با توجه به ظرفیت های موجود در استان و اهمیت موضوع، هماهنگی میان دستگاه های اجرایی ضروری است و باید با برنامه ریزی دقیق، مشکلات موجود برطرف شود.	[8, 881, 174, 1014]
subhead-pasargad: راهنمایان گردشگری به صورت دائم در مجموعه میراث جهانی پاسارگاد مستقر شدند	[524, 90, 678, 122]
article-text: به گزارش خبرنگار ما، در این نشست که با حضور مسئولان استانی و شهرستانی برگزار شد بر لزوم توجه بیشتر به زیرساخت های گردشگری و فرهنگی منطقه تاکید شد و مقرر گردید برنامه های لازم برای ارتقای خدمات رسانی به مردم در دستور کار قرار گیرد. وی افزود: با توجه به ظرفیت های موجود در استان و اهمیت موضوع، هماهنگی میان دستگاه های اجرایی ضروری است و باید با برنامه ریزی دقیق، مشکلات موجود برطرف شود. به گزارش خبرنگار ما، در این نشست که با حضور مسئولان استانی و شهرستانی برگزار شد بر لزوم توجه بیشتر به زیرساخت های گردشگری و فرهنگی منطقه تاکید شد و مقرر گردید برنامه های لازم برای ارتقای خدمات رسانی به مردم در دستور کار قرار گیرد. وی افزود: با توجه به ظرفیت های موجود در استان و اهمیت موضوع، هماهنگی میان دستگاه های اجرایی ضروری است و باید با برنامه ریزی دقیق، مشکلات موجود برطرف شود. به گزارش خبرنگار ما، در این نشست که با حضور مسئولان استانی و شهرستانی برگزار شد بر لزوم توجه بیشتر به زیرساخت های گردشگری و فرهنگی منطقه تاکید شد و مقرر گردید برنامه های لازم برای ارتقای خدمات رسانی به مردم در دستور کار قرار گیرد. وی افزود: با توجه به ظرفیت های موجود در استان و اهمیت موضوع، هماهنگی میان دستگاه های اجرایی ضروری است و باید با برنامه ریزی دقیق، مشکلات موجود برطرف شود.	[356, 340, 511, 479]
article-text: به گزارش خبرنگار ما، در این نشست که با حضور مسئولان استانی و شهرستانی برگزار شد بر لزوم توجه بیشتر به زیرساخت های گردشگری و فرهنگی منطقه تاکید شد و مقرر گردید برنامه های لازم برای ارتقای خدمات رسانی به مردم در دستور کار قرار گیرد. وی افزود: با توجه به ظرفیت های موجود در استان و اهمیت موضوع، هماهنگی میان دستگاه های اجرایی ضروری است و باید با برنامه ریزی دقیق، مشکلات موجود برطرف شود. به گزارش خبرنگار ما، در این نشست که با حضور مسئولان استانی و شهرستانی برگزار شد بر لزوم توجه بیشتر به زیرساخت های گردشگری و فرهنگی منطقه تاکید شد و مقرر گردید برنامه های لازم برای ارتقای خدمات رسانی به مردم در دستور کار قرار گیرد. وی افزود: با توجه به ظرفیت های موجود در استان و اهمیت موضوع، هماهنگی میان دستگاه های اجرایی ضروری است و باید با برنامه ریزی دقیق، مشکلات موجود برطرف شود. به گزارش خبرنگار ما، در این نشست که با حضور مسئولان استانی و شهرستانی برگزار شد بر لزوم توجه بیشتر به زیرساخت های گردشگری و فرهنگی منطقه تاکید شد و مقرر گردید برنامه های لازم برای ارتقای خدمات رسانی به مردم در دستور کار قرار گیرد. وی افزود: با توجه به ظرفیت های موجود در استان و اهمیت موضوع، هماهنگی میان دستگاه های اجرایی ضروری است و باید با برنامه ریزی دقیق، مشکلات موجود برطرف شود.	[521, 242, 681, 375]
kicker-smuggling: در سال ۹۱ محقق شد	[51, 702, 131, 711]
masthead-bar	[8, 6, 681, 50]
column-3	[181, 54, 346, 1445]
article-text: به گزارش خبرنگار ما، در این نشست که با حضور مسئولان استانی و شهرستانی برگزار شد بر لزوم توجه بیشتر به زیرساخت های گردشگری و فرهنگی منطقه تاکید شد و مقرر گردید برنامه های لازم برای ارتقای خدمات رسانی به مردم در دستور کار قرار گیرد. وی افزود: با توجه به ظرفیت های موجود در استان و اهمیت موضوع، هماهنگی میان دستگاه های اجرایی ضروری است و باید با برنامه ریزی دقیق، مشکلات موجود برطرف شود. به گزارش خبرنگار ما، در این نشست که با حضور مسئولان استانی و شهرستانی برگزار شد بر لزوم توجه بیشتر به زیرساخت های گردشگری و فرهنگی منطقه تاکید شد و مقرر گردید برنامه های لازم برای ارتقای خدمات رسانی به مردم در دستور کار قرار گیرد. وی افزود: با توجه به ظرفیت های موجود در استان و اهمیت موضوع، هماهنگی میان دستگاه های اجرایی ضروری است و باید با برنامه ریزی دقیق، مشکلات موجود برطرف شود. به گزارش خبرنگار ما، در این نشست که با حضور مسئولان استانی و شهرستانی برگزار شد بر لزوم توجه بیشتر به زیرساخت های گردشگری و فرهنگی منطقه تاکید شد و مقرر گردید برنامه های لازم برای ارتقای خدمات رسانی به مردم در دستور کار قرار گیرد. وی افزود: با توجه به ظرفیت های موجود در استان و اهمیت موضوع، هماهنگی میان دستگاه های اجرایی ضروری است و باید با برنامه ریزی دقیق، مشکلات موجود برطرف شود.	[356, 1184, 511, 1324]
subhead-abadeh: غنی سازی اوقات فراغت جوانان و نوجوانان آباده در جوار آستان مقدس ۸۸ زاده	[524, 412, 678, 444]
headline-abadeh: آباده	[582, 384, 620, 409]
cleric-photo	[8, 57, 74, 137]
article-text: به گزارش خبرنگار ما، در این نشست که با حضور مسئولان استانی و شهرستانی برگزار شد بر لزوم توجه بیشتر به زیرساخت های گردشگری و فرهنگی منطقه تاکید شد و مقرر گردید برنامه های لازم برای ارتقای خدمات رسانی به مردم در دستور کار قرار گیرد. وی افزود: با توجه به ظرفیت های موجود در استان و اهمیت موضوع، هماهنگی میان دستگاه های اجرایی ضروری است و باید با برنامه ریزی دقیق، مشکلات موجود برطرف شود. به گزارش خبرنگار ما، در این نشست که با حضور مسئولان استانی و شهرستانی برگزار شد بر لزوم توجه بیشتر به زیرساخت های گردشگری و فرهنگی منطقه تاکید شد و مقرر گردید برنامه های لازم برای ارتقای خدمات رسانی به مردم در دستور کار قرار گیرد. وی افزود: با توجه به ظرفیت های موجود در استان و اهمیت موضوع، هماهنگی میان دستگاه های اجرایی ضروری است و باید با برنامه ریزی دقیق، مشکلات موجود برطرف شود. به گزارش خبرنگار ما، در این نشست که با حضور مسئولان استانی و شهرستانی برگزار شد بر لزوم توجه بیشتر به زیرساخت های گردشگری و فرهنگی منطقه تاکید شد و مقرر گردید برنامه های لازم برای ارتقای خدمات رسانی به مردم در دستور کار قرار گیرد. وی افزود: با توجه به ظرفیت های موجود در استان و اهمیت موضوع، هماهنگی میان دستگاه های اجرایی ضروری است و باید با برنامه ریزی دقیق، مشکلات موجود برطرف شود.	[521, 997, 681, 1130]
publication-year: سال نوزدهم	[16, 21, 84, 35]
